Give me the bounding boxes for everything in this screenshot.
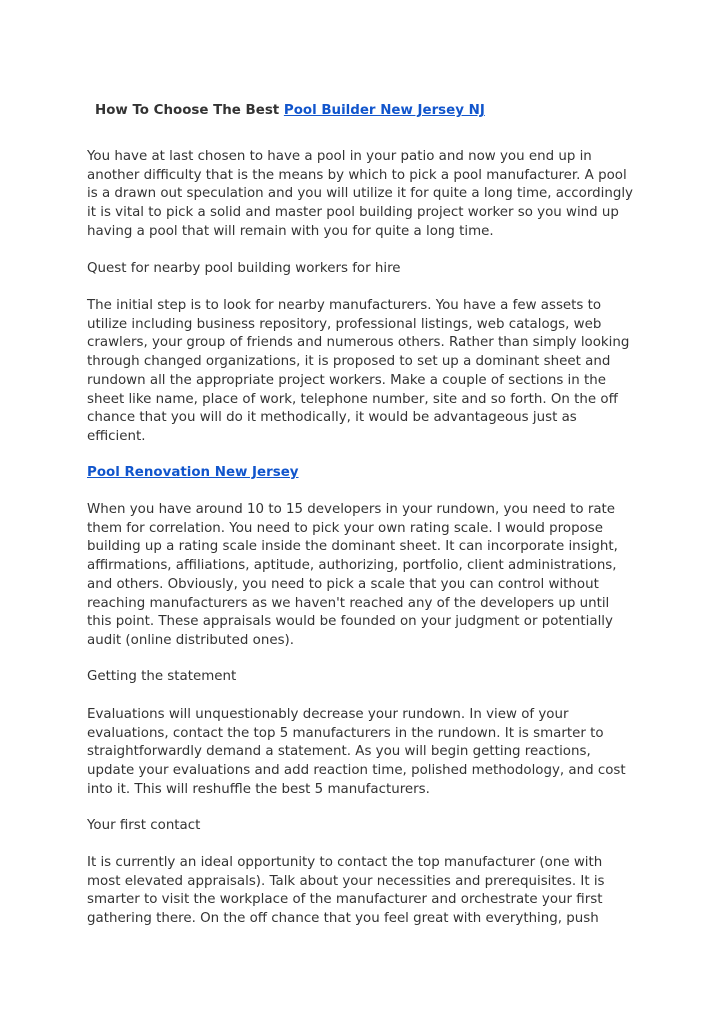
page-title: [95, 101, 485, 120]
pool-renovation-link[interactable]: Pool Renovation New Jersey: [87, 465, 299, 480]
rating-paragraph: When you have around 10 to 15 developers in your rundown, you need to rate them for correlation. You need to pick your own rating scale. I would propose building up a rating scale inside the dominant sheet. It can incorporate insight, affirmations, affiliations, aptitude, authorizing, portfolio, client administrations, and others. Obviously, you need to pick a scale that you can control without reaching manufacturers as we haven't reached any of the developers up until this point. These appraisals would be founded on your judgment or potentially audit (online distributed ones).: [87, 502, 618, 648]
section-heading-contact: Your first contact: [87, 818, 201, 833]
pool-renovation-link-line: [87, 464, 299, 483]
pool-builder-link[interactable]: Pool Builder New Jersey NJ: [283, 103, 485, 118]
contact-paragraph: It is currently an ideal opportunity to contact the top manufacturer (one with most elevated appraisals). Talk about your necessities and prerequisites. It is smarter to visit the workplace of the manufacturer and orchestrate your first gathering there. On the off chance that you feel great with everything, push: [87, 855, 605, 927]
section-heading-statement: Getting the statement: [87, 669, 237, 684]
title-prefix: How To Choose The Best: [95, 103, 284, 118]
statement-paragraph: Evaluations will unquestionably decrease your rundown. In view of your evaluations, contact the top 5 manufacturers in the rundown. It is smarter to straightforwardly demand a statement. As you will begin getting reactions, update your evaluations and add reaction time, polished methodology, and cost into it. This will reshuffle the best 5 manufacturers.: [87, 707, 626, 797]
section-heading-search: Quest for nearby pool building workers for hire: [87, 261, 401, 276]
search-paragraph: The initial step is to look for nearby manufacturers. You have a few assets to utilize including business repository, professional listings, web catalogs, web crawlers, your group of friends and numerous others. Rather than simply looking through changed organizations, it is proposed to set up a dominant sheet and rundown all the appropriate project workers. Make a couple of sections in the sheet like name, place of work, telephone number, site and so forth. On the off chance that you will do it methodically, it would be advantageous just as efficient.: [87, 298, 630, 444]
intro-paragraph: You have at last chosen to have a pool in your patio and now you end up in another difficulty that is the means by which to pick a pool manufacturer. A pool is a drawn out speculation and you will utilize it for quite a long time, accordingly it is vital to pick a solid and master pool building project worker so you wind up having a pool that will remain with you for quite a long time.: [87, 149, 633, 239]
